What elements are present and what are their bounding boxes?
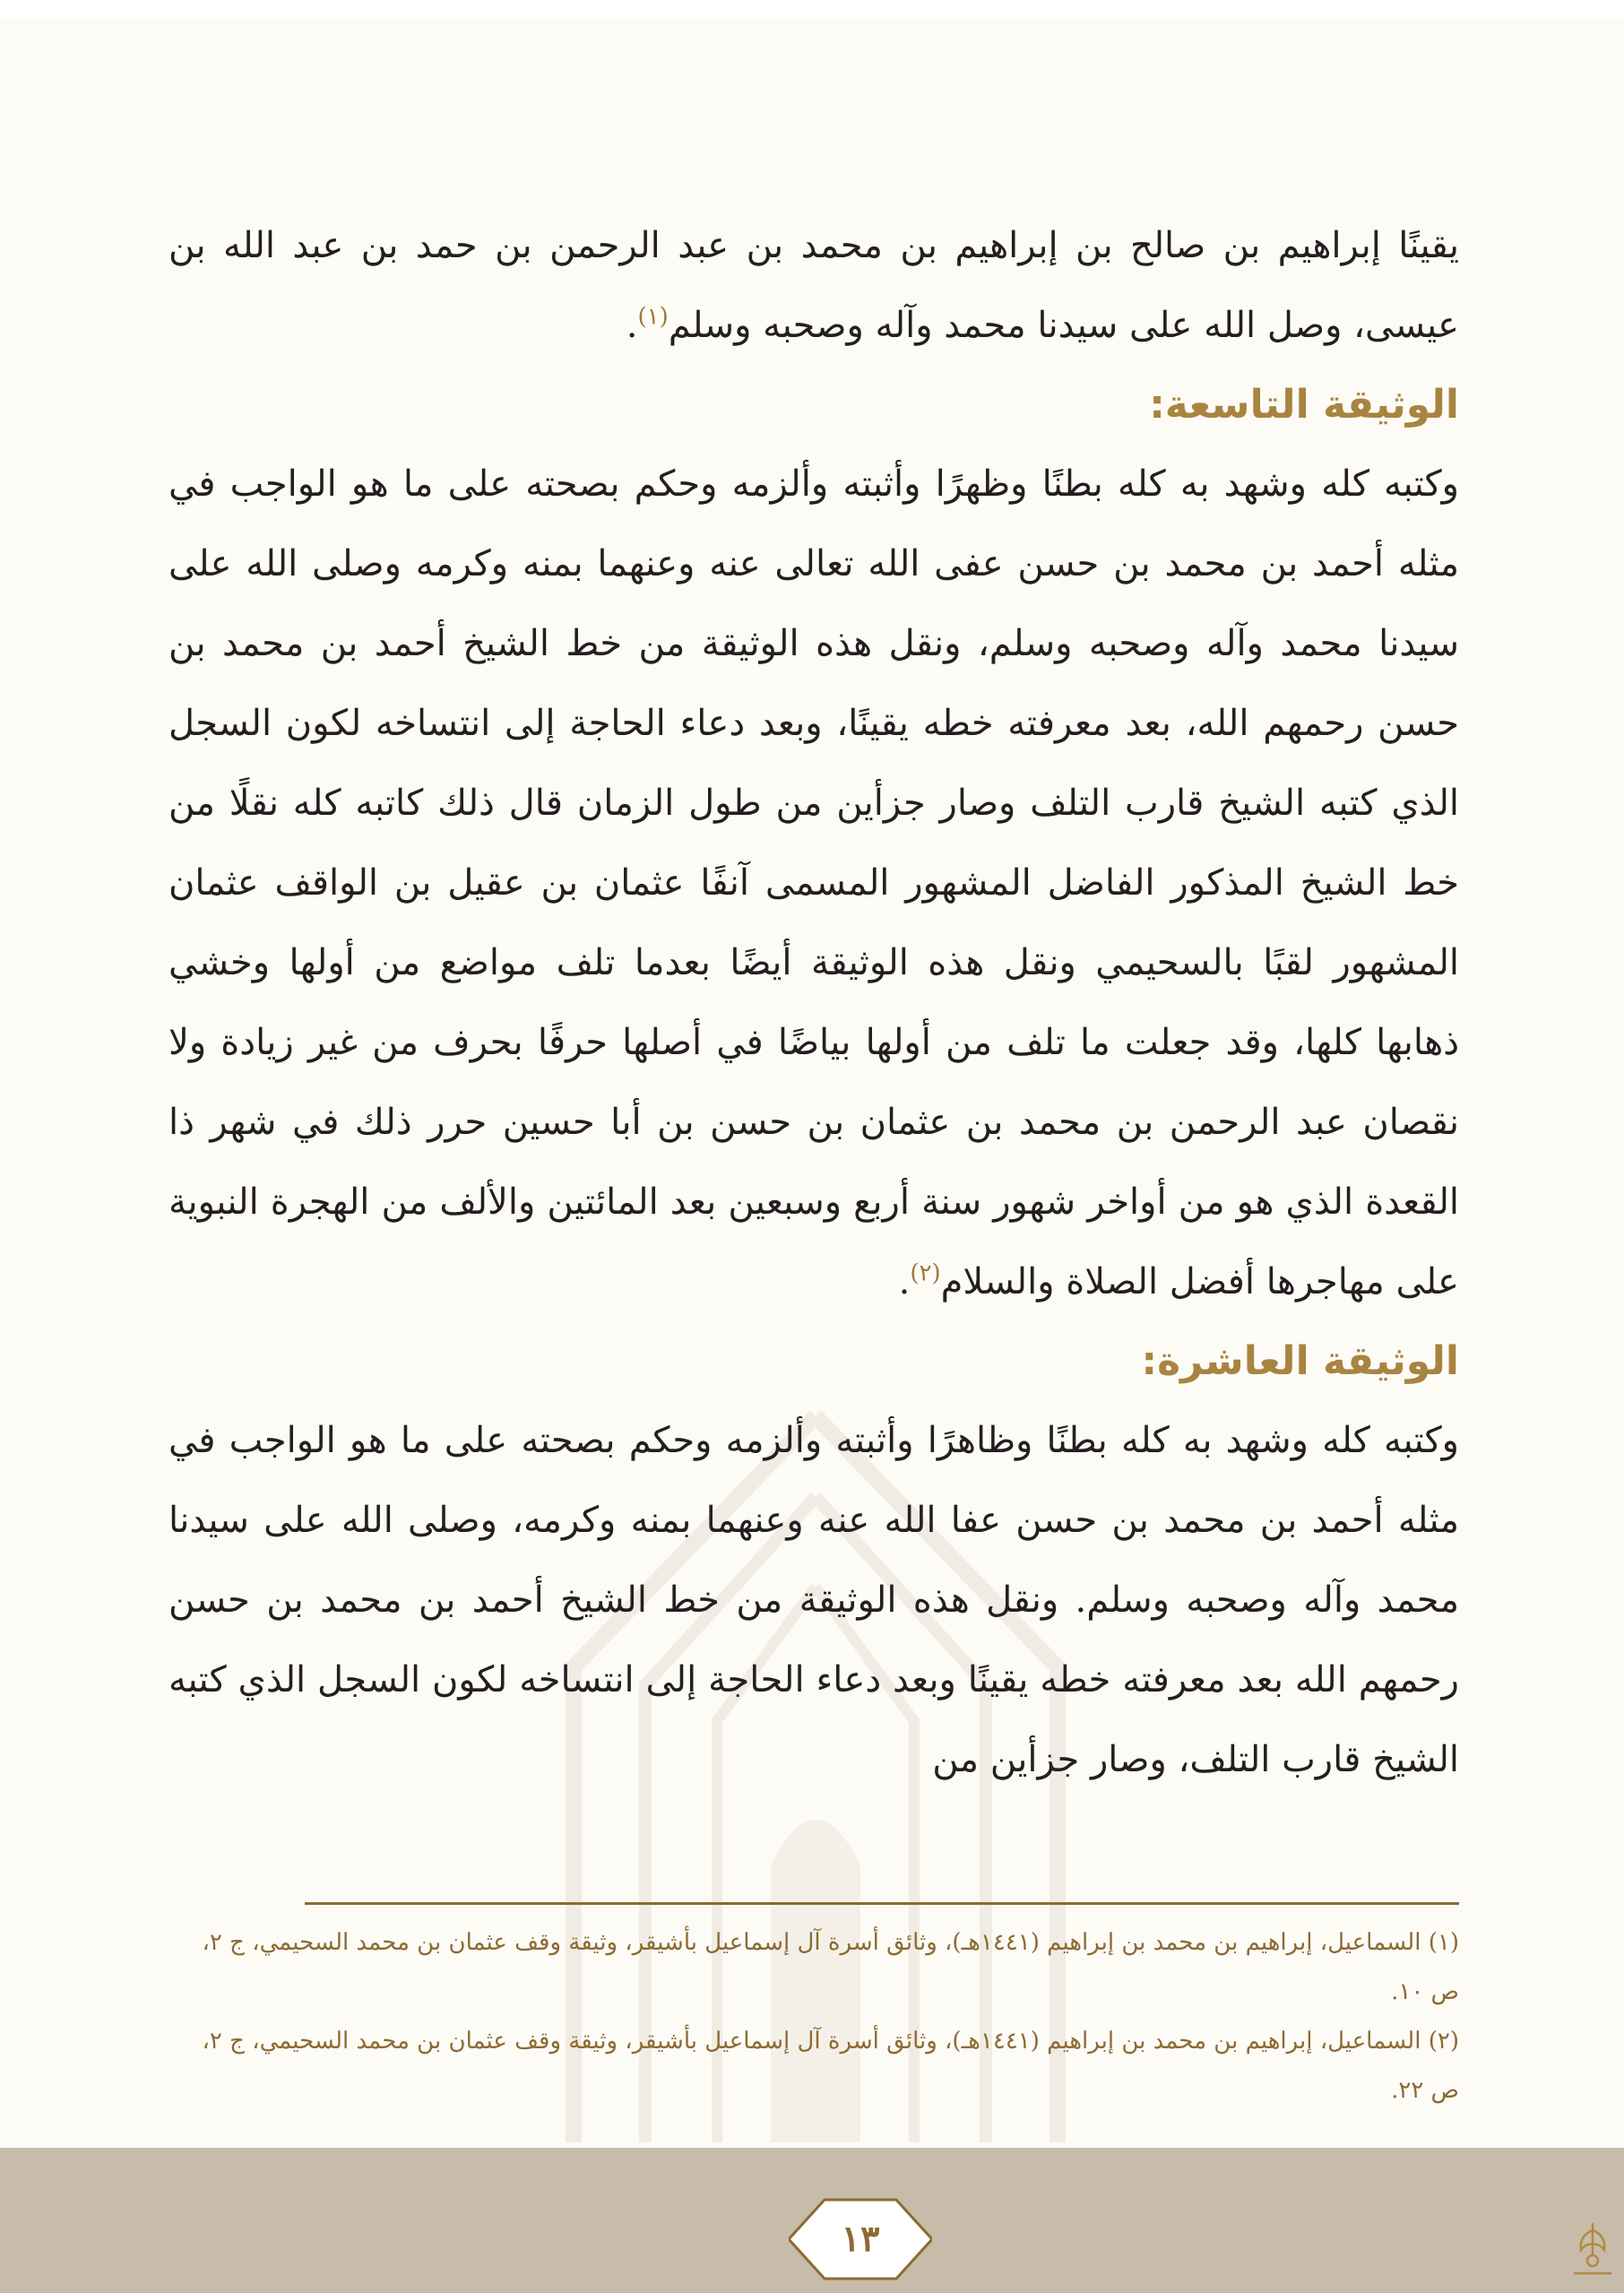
footnote-ref-2[interactable]: (٢) [910,1259,941,1287]
paragraph-1 [168,206,1459,366]
paragraph-2 [168,445,1459,1322]
paragraph-1-end: . [626,305,638,346]
main-text [168,206,1459,1800]
footnote-2: (٢) السماعيل، إبراهيم بن محمد بن إبراهيم (١٤٤١هـ)، وثائق أسرة آل إسماعيل بأشيقر، وثيقة وقف عثمان بن محمد السحيمي، ج ٢، ص ٢٢. [202,2028,1459,2104]
paragraph-2-text: وكتبه كله وشهد به كله بطنًا وظهرًا وأثبته وألزمه وحكم بصحته على ما هو الواجب في مثله أحمد بن محمد بن حسن عفى الله تعالى عنه وعنهما بمنه وكرمه وصلى الله على سيدنا محمد وآله وصحبه وسلم، ونقل هذه الوثيقة من خط الشيخ أحمد بن محمد بن حسن رحمهم الله، بعد معرفته خطه يقينًا، وبعد دعاء الحاجة إلى انتساخه لكون السجل الذي كتبه الشيخ قارب التلف وصار جزأين من طول الزمان قال ذلك كاتبه كله نقلًا من خط الشيخ المذكور الفاضل المشهور المسمى آنفًا عثمان بن عقيل بن الواقف عثمان المشهور لقبًا بالسحيمي ونقل هذه الوثيقة أيضًا بعدما تلف مواضع من أولها وخشي ذهابها كلها، وقد جعلت ما تلف من أولها بياضًا في أصلها حرفًا بحرف من غير زيادة ولا نقصان عبد الرحمن بن محمد بن عثمان بن حسن بن أبا حسين حرر ذلك في شهر ذا القعدة الذي هو من أواخر شهور سنة أربع وسبعين بعد المائتين والألف من الهجرة النبوية على مهاجرها أفضل الصلاة والسلام [168,463,1459,1302]
publisher-logo-icon [1567,2219,1619,2280]
section-heading-10: الوثيقة العاشرة: [1141,1338,1459,1384]
paragraph-2-end: . [898,1261,911,1302]
top-margin-band [0,0,1624,18]
section-heading-9: الوثيقة التاسعة: [1149,382,1459,428]
footnotes [168,1918,1459,2116]
footnote-ref-1[interactable]: (١) [637,303,669,331]
paragraph-1-text: يقينًا إبراهيم بن صالح بن إبراهيم بن محمد بن عبد الرحمن بن حمد بن عبد الله بن عيسى، وصل الله على سيدنا محمد وآله وصحبه وسلم [168,225,1459,346]
paragraph-3: وكتبه كله وشهد به كله بطنًا وظاهرًا وأثبته وألزمه وحكم بصحته على ما هو الواجب في مثله أحمد بن محمد بن حسن عفا الله عنه وعنهما بمنه وكرمه، وصلى الله على سيدنا محمد وآله وصحبه وسلم. ونقل هذه الوثيقة من خط الشيخ أحمد بن محمد بن حسن رحمهم الله بعد معرفته خطه يقينًا وبعد دعاء الحاجة إلى انتساخه لكون السجل الذي كتبه الشيخ قارب التلف، وصار جزأين من [168,1420,1459,1780]
footnote-1: (١) السماعيل، إبراهيم بن محمد بن إبراهيم (١٤٤١هـ)، وثائق أسرة آل إسماعيل بأشيقر، وثيقة وقف عثمان بن محمد السحيمي، ج ٢، ص ١٠. [202,1929,1459,2005]
footnote-divider [305,1902,1459,1905]
page-number: ١٣ [841,2218,880,2260]
